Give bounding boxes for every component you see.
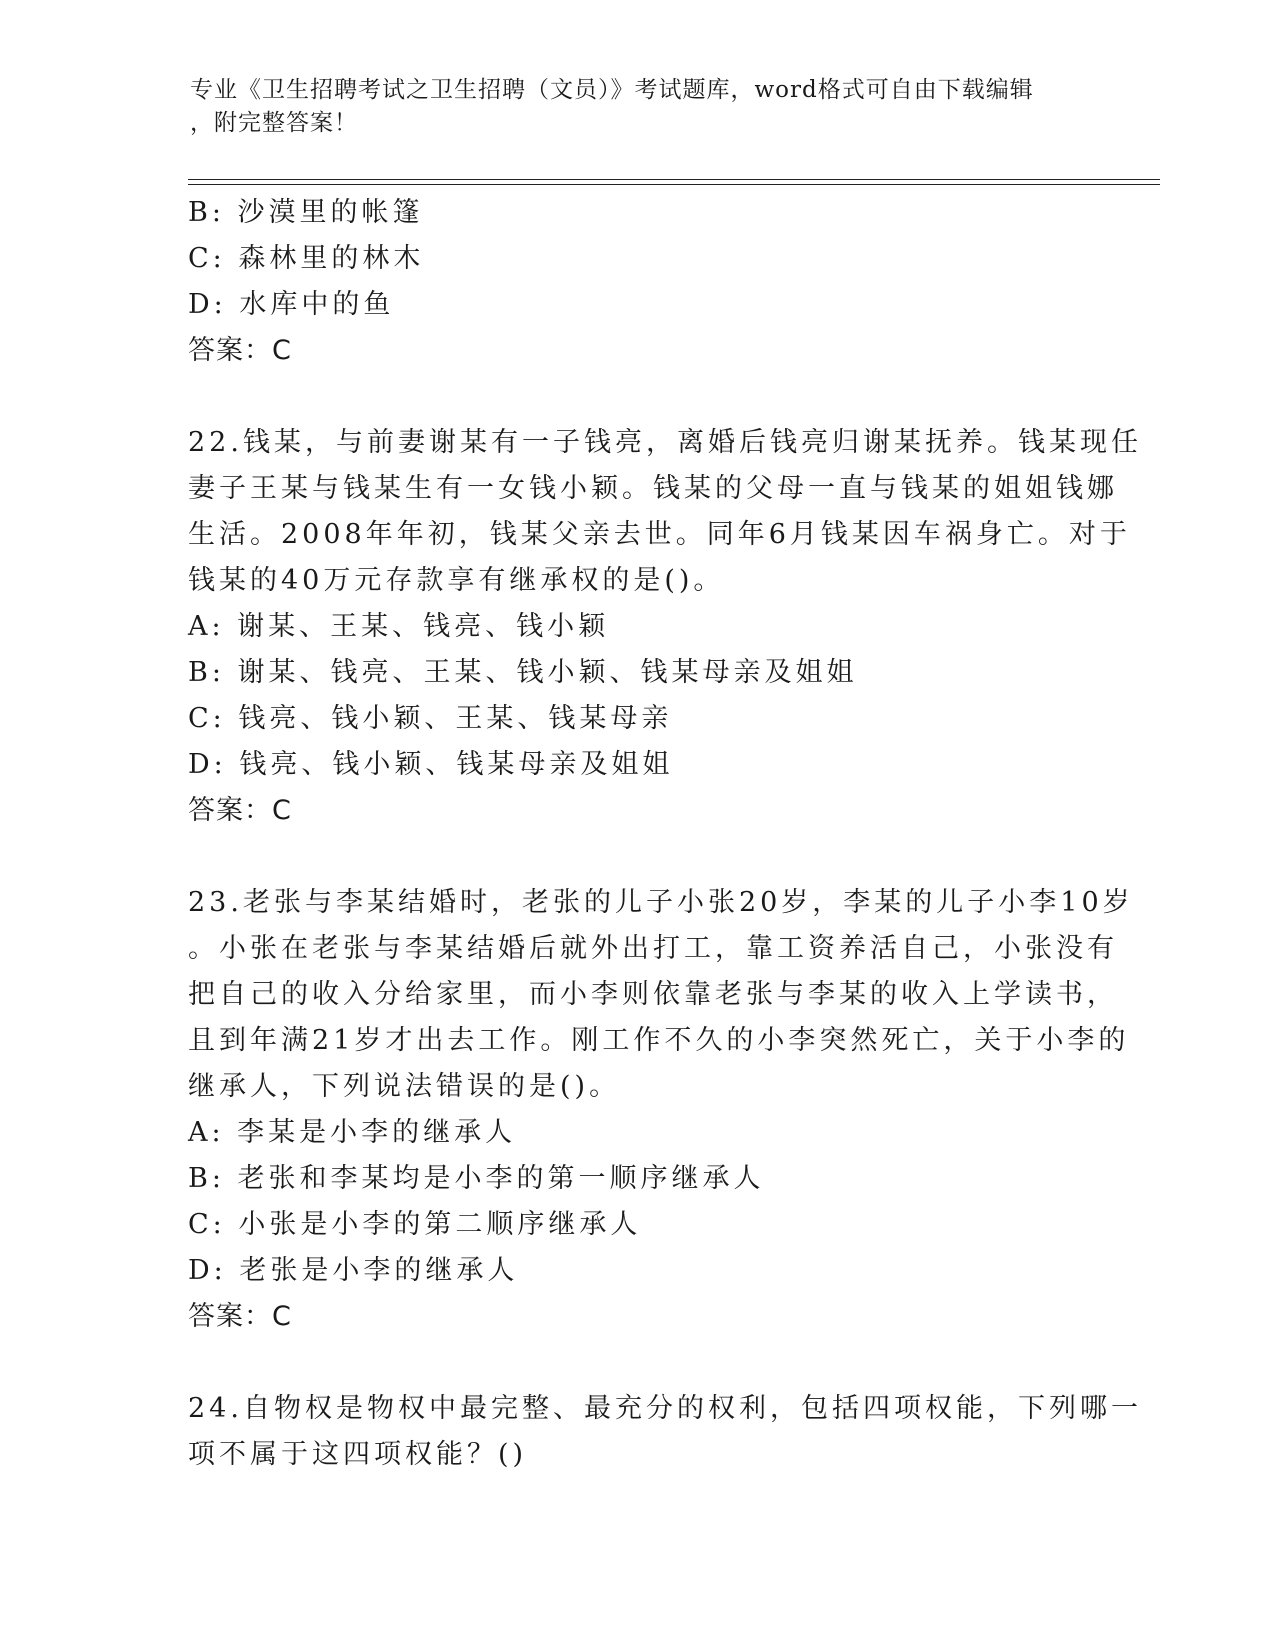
option-c: C: 森林里的林木: [188, 243, 425, 274]
spacer: [188, 834, 1088, 880]
question-text-line: 。小张在老张与李某结婚后就外出打工，靠工资养活自己，小张没有: [188, 933, 1118, 964]
answer-line: 答案：C: [188, 1301, 292, 1332]
option-d: D: 老张是小李的继承人: [188, 1255, 519, 1286]
question-content: [188, 190, 1142, 1478]
question-text-line: 23.老张与李某结婚时，老张的儿子小张20岁，李某的儿子小李10岁: [188, 887, 1134, 918]
option-d: D: 钱亮、钱小颖、钱某母亲及姐姐: [188, 749, 674, 780]
option-b: B: 谢某、钱亮、王某、钱小颖、钱某母亲及姐姐: [188, 657, 858, 688]
question-text-line: 钱某的40万元存款享有继承权的是()。: [188, 565, 725, 596]
question-text-line: 22.钱某，与前妻谢某有一子钱亮，离婚后钱亮归谢某抚养。钱某现任: [188, 427, 1142, 458]
question-text-line: 项不属于这四项权能？(): [188, 1439, 528, 1470]
question-text-line: 妻子王某与钱某生有一女钱小颖。钱某的父母一直与钱某的姐姐钱娜: [188, 473, 1118, 504]
option-a: A: 李某是小李的继承人: [188, 1117, 517, 1148]
question-text-line: 继承人，下列说法错误的是()。: [188, 1071, 621, 1102]
question-text: [188, 1386, 1142, 1478]
option-a: A: 谢某、王某、钱亮、钱小颖: [188, 611, 610, 642]
option-c: C: 小张是小李的第二顺序继承人: [188, 1209, 642, 1240]
question-text: [188, 420, 1142, 604]
question-23: [188, 880, 1134, 1340]
document-header: [190, 74, 1090, 140]
header-divider-top: [188, 179, 1160, 180]
question-21-tail: [188, 190, 1088, 374]
option-b: B: 沙漠里的帐篷: [188, 197, 424, 228]
answer-line: 答案：C: [188, 795, 292, 826]
option-c: C: 钱亮、钱小颖、王某、钱某母亲: [188, 703, 673, 734]
option-d: D: 水库中的鱼: [188, 289, 395, 320]
question-22: [188, 420, 1142, 834]
option-b: B: 老张和李某均是小李的第一顺序继承人: [188, 1163, 765, 1194]
header-line-2: ，附完整答案！: [190, 110, 358, 136]
header-line-1: 专业《卫生招聘考试之卫生招聘（文员）》考试题库，word格式可自由下载编辑: [190, 77, 1034, 103]
spacer: [188, 1340, 1088, 1386]
question-text-line: 生活。2008年年初，钱某父亲去世。同年6月钱某因车祸身亡。对于: [188, 519, 1131, 550]
question-text: [188, 880, 1134, 1110]
question-24: [188, 1386, 1142, 1478]
question-text-line: 且到年满21岁才出去工作。刚工作不久的小李突然死亡，关于小李的: [188, 1025, 1130, 1056]
question-text-line: 把自己的收入分给家里，而小李则依靠老张与李某的收入上学读书，: [188, 979, 1118, 1010]
header-divider-bottom: [188, 184, 1160, 185]
spacer: [188, 374, 1088, 420]
question-text-line: 24.自物权是物权中最完整、最充分的权利，包括四项权能，下列哪一: [188, 1393, 1142, 1424]
answer-line: 答案：C: [188, 335, 292, 366]
